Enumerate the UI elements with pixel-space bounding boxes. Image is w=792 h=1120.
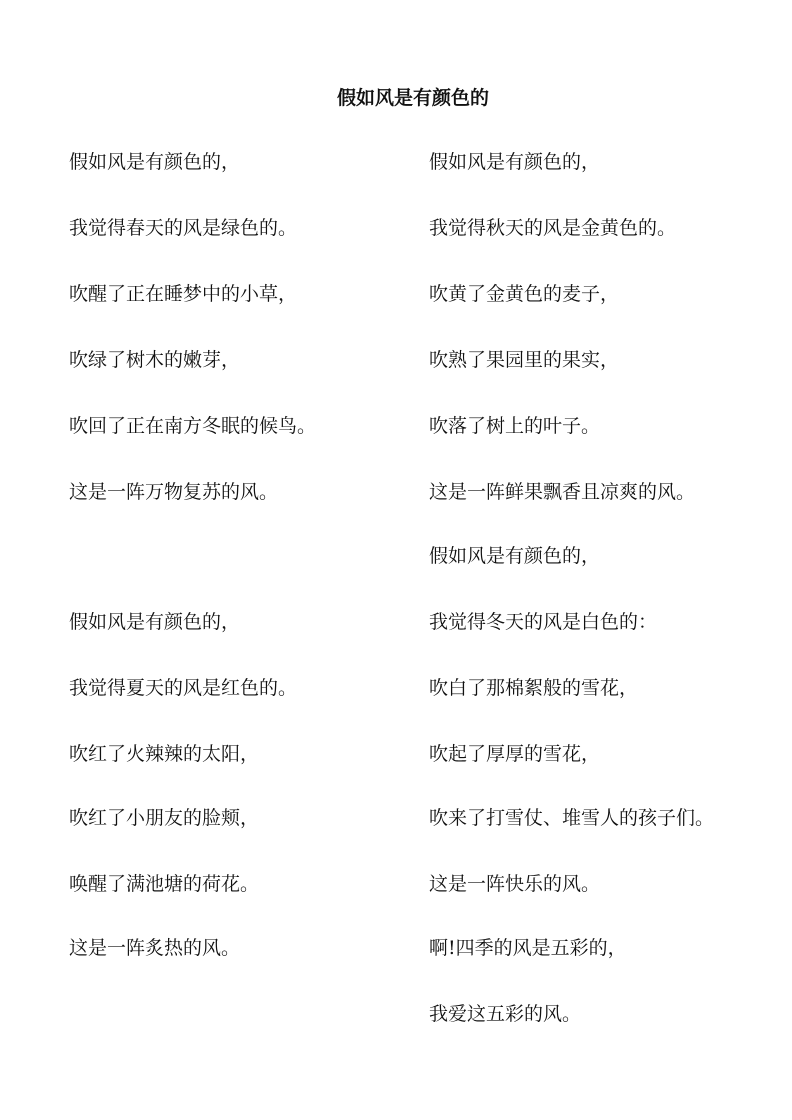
right-line-4: 吹熟了果园里的果实， xyxy=(429,349,620,371)
left-line-2: 我觉得春天的风是绿色的。 xyxy=(69,217,298,239)
right-line-3: 吹黄了金黄色的麦子， xyxy=(429,283,620,305)
left-line-8: 假如风是有颜色的， xyxy=(69,611,241,633)
right-line-8: 我觉得冬天的风是白色的： xyxy=(429,611,658,633)
left-line-11: 吹红了小朋友的脸颊， xyxy=(69,807,260,829)
right-line-2: 我觉得秋天的风是金黄色的。 xyxy=(429,217,677,239)
right-line-10: 吹起了厚厚的雪花， xyxy=(429,743,601,765)
left-line-5: 吹回了正在南方冬眠的候鸟。 xyxy=(69,415,317,437)
left-line-13: 这是一阵炙热的风。 xyxy=(69,937,241,959)
left-line-3: 吹醒了正在睡梦中的小草， xyxy=(69,283,298,305)
left-line-9: 我觉得夏天的风是红色的。 xyxy=(69,677,298,699)
right-line-13: 啊!四季的风是五彩的， xyxy=(429,937,627,959)
right-line-5: 吹落了树上的叶子。 xyxy=(429,415,601,437)
page-title: 假如风是有颜色的 xyxy=(336,87,489,109)
right-line-6: 这是一阵鲜果飘香且凉爽的风。 xyxy=(429,481,696,503)
left-line-4: 吹绿了树木的嫩芽， xyxy=(69,349,241,371)
left-line-12: 唤醒了满池塘的荷花。 xyxy=(69,873,260,895)
left-line-10: 吹红了火辣辣的太阳， xyxy=(69,743,260,765)
right-line-14: 我爱这五彩的风。 xyxy=(429,1003,582,1025)
left-line-1: 假如风是有颜色的， xyxy=(69,151,241,173)
right-line-7: 假如风是有颜色的， xyxy=(429,545,601,567)
right-line-12: 这是一阵快乐的风。 xyxy=(429,873,601,895)
right-line-9: 吹白了那棉絮般的雪花， xyxy=(429,677,639,699)
right-line-11: 吹来了打雪仗、堆雪人的孩子们。 xyxy=(429,807,715,829)
right-line-1: 假如风是有颜色的， xyxy=(429,151,601,173)
left-line-6: 这是一阵万物复苏的风。 xyxy=(69,481,279,503)
